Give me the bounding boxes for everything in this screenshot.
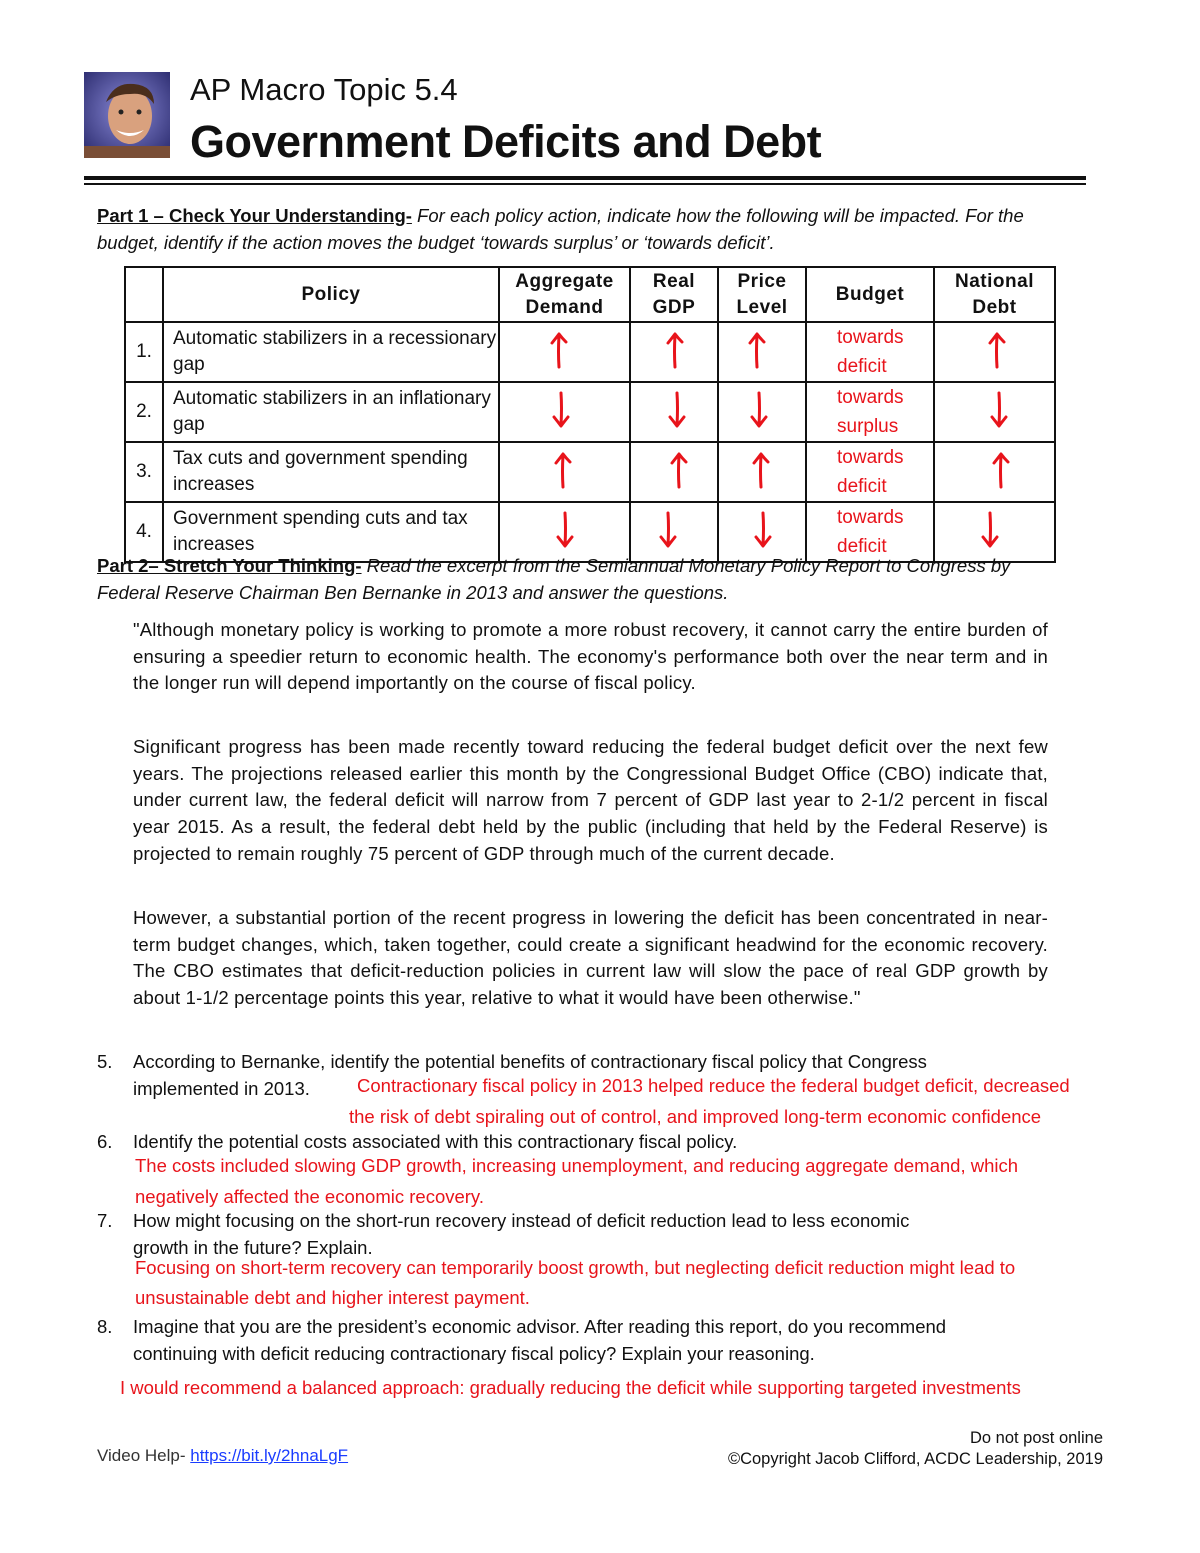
row-number: 2. [125,382,163,442]
arrow-cell [630,442,718,502]
table-row [125,322,1055,382]
header-budget: Budget [806,267,934,322]
answer-7-line1: Focusing on short-term recovery can temporarily boost growth, but neglecting deficit reduction might lead to [135,1257,1016,1278]
row-policy: Automatic stabilizers in a recessionary gap [163,322,499,382]
question-6: Identify the potential costs associated with this contractionary fiscal policy. [133,1131,738,1152]
arrow-up-icon [667,450,691,490]
question-number: 6. [97,1131,113,1152]
arrow-cell [718,322,806,382]
table-header-row [125,267,1055,322]
row-budget: towards deficit [806,442,934,502]
arrow-up-icon [749,450,773,490]
header-number [125,267,163,322]
row-number: 4. [125,502,163,562]
arrow-down-icon [665,390,689,430]
arrow-up-icon [663,330,687,370]
policy-table [124,266,1056,563]
arrow-down-icon [549,390,573,430]
part2-heading: Part 2– Stretch Your Thinking- [97,555,362,576]
arrow-cell [718,442,806,502]
part2-instructions [97,552,1057,606]
arrow-cell [630,322,718,382]
question-7: How might focusing on the short-run recovery instead of deficit reduction lead to less economic growth in the future? Explain. [133,1210,910,1258]
question-5: According to Bernanke, identify the potential benefits of contractionary fiscal policy that Congress implemented in 2013. [133,1051,927,1099]
part1-instructions [97,202,1057,256]
table-row [125,442,1055,502]
row-policy: Government spending cuts and tax increases [163,502,499,562]
table-row [125,382,1055,442]
question-number: 7. [97,1210,113,1231]
part1-heading: Part 1 – Check Your Understanding- [97,205,412,226]
row-budget: towards deficit [806,502,934,562]
do-not-post-notice: Do not post online [969,1429,1103,1447]
header-price-level: Price Level [718,267,806,322]
arrow-cell [934,442,1055,502]
arrow-cell [934,322,1055,382]
header-real-gdp: Real GDP [630,267,718,322]
video-help-label: Video Help- [97,1446,191,1465]
question-8: Imagine that you are the president’s economic advisor. After reading this report, do you recommend continuing with deficit reducing contractionary fiscal policy? Explain your reasoning. [133,1316,947,1364]
row-budget: towards surplus [806,382,934,442]
answer-7-line2: unsustainable debt and higher interest payment. [135,1287,530,1308]
answer-5-line2: the risk of debt spiraling out of control, and improved long-term economic confidence [349,1106,1042,1127]
answer-5-line1: Contractionary fiscal policy in 2013 helped reduce the federal budget deficit, decreased [357,1075,1070,1096]
arrow-cell [934,382,1055,442]
header-national-debt: National Debt [934,267,1055,322]
arrow-down-icon [553,510,577,550]
arrow-cell [499,442,630,502]
topic-label: AP Macro Topic 5.4 [190,72,458,107]
header-policy: Policy [163,267,499,322]
header-aggregate-demand: Aggregate Demand [499,267,630,322]
quote-paragraph-2: Significant progress has been made recently toward reducing the federal budget deficit over the next few years. The projections released earlier this month by the Congressional Budget Office (CBO) indicate that, under current law, the federal deficit will narrow from 7 percent of GDP last year to 2-1/2 percent in fiscal year 2015. As a result, the federal debt held by the public (including that held by the Federal Reserve) is projected to remain roughly 75 percent of GDP through much of the current decade. [133,736,1048,864]
arrow-up-icon [745,330,769,370]
arrow-cell [499,322,630,382]
arrow-down-icon [751,510,775,550]
header-divider-thin [84,183,1086,185]
arrow-cell [499,382,630,442]
header-divider [84,176,1086,180]
question-number: 8. [97,1316,113,1337]
arrow-cell [630,382,718,442]
quote-paragraph-3: However, a substantial portion of the recent progress in lowering the deficit has been concentrated in near-term budget changes, which, taken together, could create a significant headwind for the economic recovery. The CBO estimates that deficit-reduction policies in current law will slow the pace of real GDP growth by about 1-1/2 percentage points this year, relative to what it would have been otherwise." [133,907,1048,1009]
row-number: 1. [125,322,163,382]
row-policy: Automatic stabilizers in an inflationary gap [163,382,499,442]
arrow-up-icon [551,450,575,490]
video-help [97,1446,348,1466]
row-policy: Tax cuts and government spending increases [163,442,499,502]
author-photo [84,72,170,158]
page-title: Government Deficits and Debt [190,116,822,167]
row-budget: towards deficit [806,322,934,382]
arrow-down-icon [987,390,1011,430]
arrow-down-icon [978,510,1002,550]
question-number: 5. [97,1051,113,1072]
answer-6-line1: The costs included slowing GDP growth, increasing unemployment, and reducing aggregate demand, which [135,1155,1019,1176]
copyright-block [728,1428,1103,1470]
arrow-cell [718,382,806,442]
quote-paragraph-1: "Although monetary policy is working to promote a more robust recovery, it cannot carry the entire burden of ensuring a speedier return to economic health. The economy's performance both over the near term and in the longer run will depend importantly on the course of fiscal policy. [133,619,1048,694]
part1-text: For each policy action, indicate how the following will be impacted. For the budget, identify if the action moves the budget ‘towards surplus’ or ‘towards deficit’. [97,205,1024,253]
arrow-up-icon [547,330,571,370]
answer-8-line1: I would recommend a balanced approach: gradually reducing the deficit while supporting targeted investments [120,1377,1021,1398]
answer-6-line2: negatively affected the economic recovery. [135,1186,484,1207]
arrow-down-icon [656,510,680,550]
arrow-down-icon [747,390,771,430]
copyright-text: ©Copyright Jacob Clifford, ACDC Leadership, 2019 [727,1450,1103,1468]
arrow-up-icon [985,330,1009,370]
arrow-up-icon [989,450,1013,490]
part2-text: Read the excerpt from the Semiannual Monetary Policy Report to Congress by Federal Reserve Chairman Ben Bernanke in 2013 and answer the questions. [97,555,1011,603]
video-help-link[interactable]: https://bit.ly/2hnaLgF [190,1446,349,1465]
row-number: 3. [125,442,163,502]
